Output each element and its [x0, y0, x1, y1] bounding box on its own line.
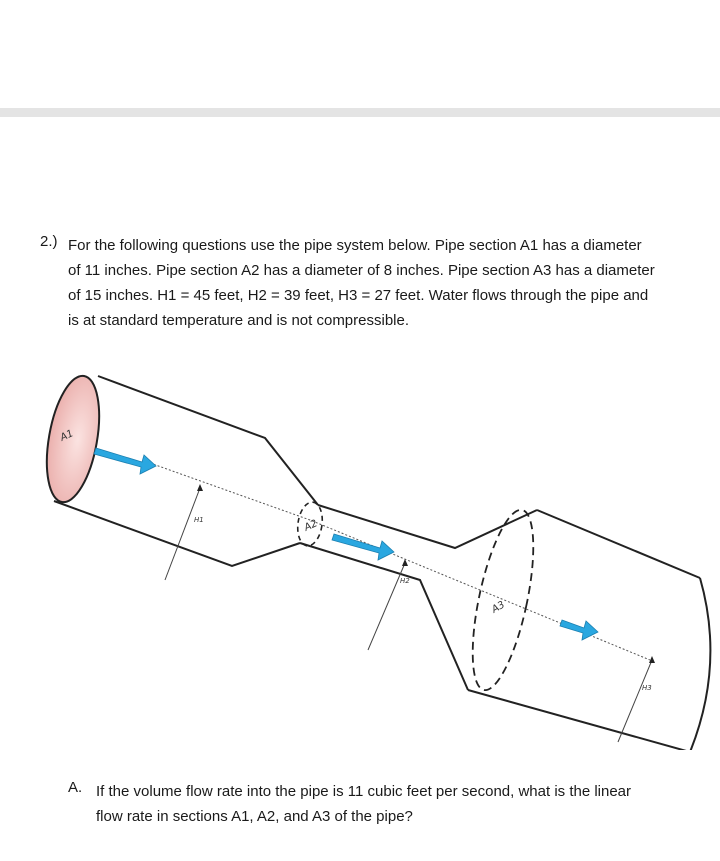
height-label-h3: H3 — [642, 684, 652, 692]
flow-arrow — [560, 620, 598, 640]
h1-arrowhead — [197, 484, 203, 491]
sub-question-text — [96, 779, 631, 829]
section-label-a2: A2 — [302, 518, 320, 534]
sub-question-line: flow rate in sections A1, A2, and A3 of the pipe? — [96, 808, 413, 825]
h2-arrowhead — [402, 559, 408, 566]
section-a2-bottom — [300, 543, 468, 690]
section-a1-bottom — [54, 501, 300, 566]
pipe-outline — [38, 372, 710, 750]
flow-arrow — [94, 448, 156, 474]
question-line: of 15 inches. H1 = 45 feet, H2 = 39 feet, H3 = 27 feet. Water flows through the pipe and — [68, 287, 649, 304]
h3-line — [618, 660, 652, 742]
pipe-system-diagram — [0, 355, 720, 750]
section-a3-bottom — [468, 690, 690, 750]
question-number: 2.) — [40, 233, 58, 250]
question-text — [68, 233, 713, 333]
section-a3-dash — [460, 505, 545, 695]
section-a3-top — [537, 510, 700, 578]
height-lines — [165, 488, 652, 742]
sub-question-line: If the volume flow rate into the pipe is 11 cubic feet per second, what is the linear — [96, 783, 632, 800]
pipe-outlet-edge — [690, 578, 710, 750]
sub-question-letter: A. — [68, 779, 83, 796]
question-line: of 11 inches. Pipe section A2 has a diameter of 8 inches. Pipe section A3 has a diameter — [68, 262, 655, 279]
header-divider — [0, 108, 720, 117]
height-label-h2: H2 — [400, 577, 410, 585]
section-label-a1: A1 — [58, 428, 76, 444]
height-label-h1: H1 — [194, 516, 204, 524]
h1-line — [165, 488, 200, 580]
section-a1-top — [98, 376, 318, 505]
question-line: is at standard temperature and is not compressible. — [68, 312, 410, 329]
question-line: For the following questions use the pipe system below. Pipe section A1 has a diameter — [68, 237, 642, 254]
section-label-a3: A3 — [490, 599, 507, 616]
